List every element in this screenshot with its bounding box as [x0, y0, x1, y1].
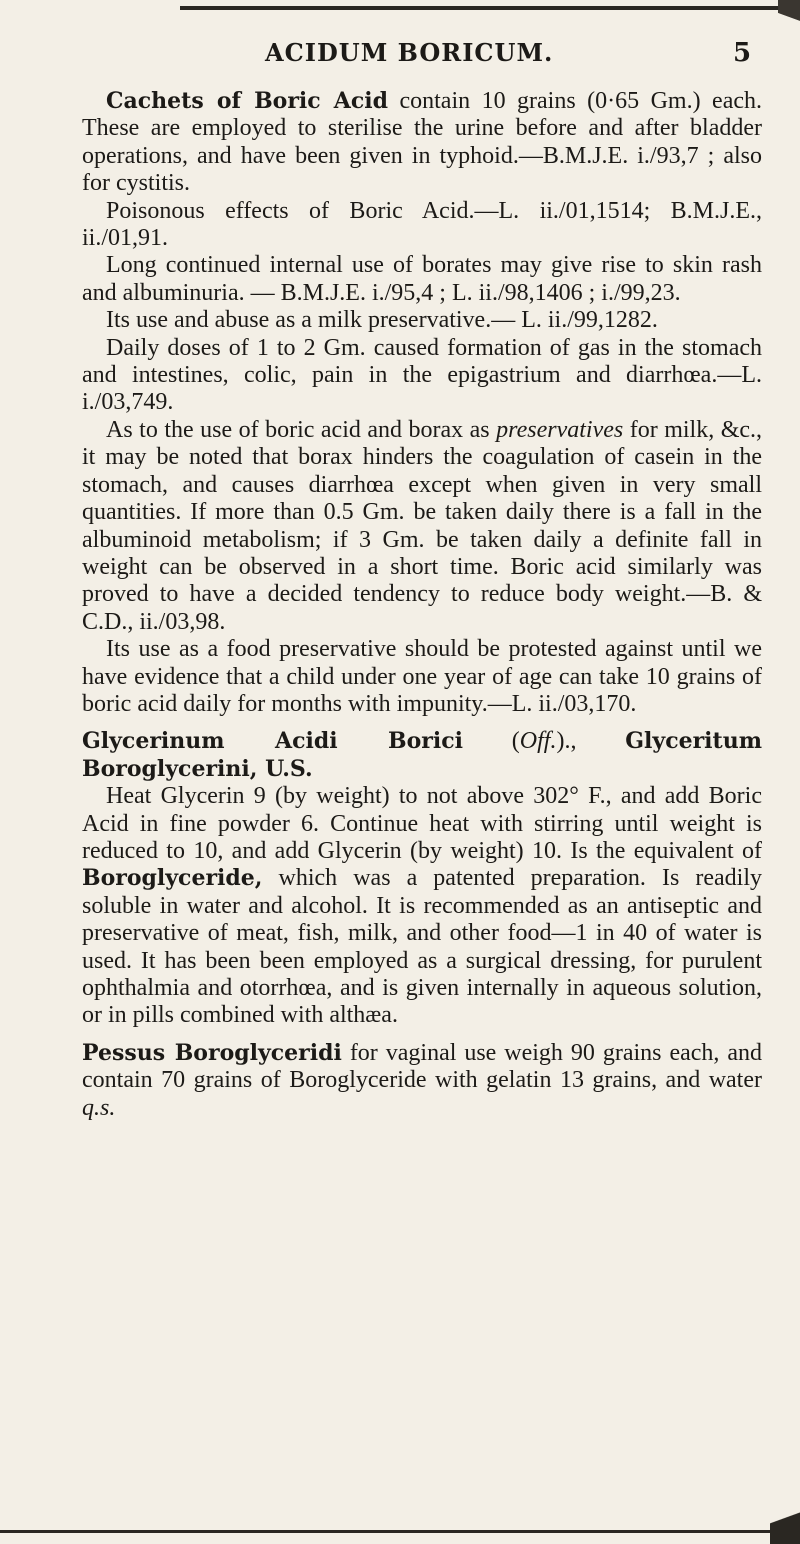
running-head: ACIDUM BORICUM. — [265, 38, 554, 67]
pessus-text: for vaginal use weigh 90 grains each, and contain 70 grains of Boroglyceride with gelatin 13 grains, and water — [82, 1039, 763, 1094]
poisonous-effects-paragraph: Poisonous effects of Boric Acid.—L. ii./01,1514; B.M.J.E., ii./01,91. — [82, 197, 762, 252]
food-preservative-paragraph: Its use as a food preservative should be protested against until we have evidence that a child under one year of age can take 10 grains of boric acid daily for months with impunity.—L. ii./03,170. — [82, 636, 762, 717]
glycerinum-heading: Glycerinum Acidi Borici (Off.)., Glyceritum Boroglycerini, U.S. — [82, 728, 762, 782]
milk-preservative-paragraph: Its use and abuse as a milk preservative.— L. ii./99,1282. — [106, 307, 658, 334]
page-number: 5 — [733, 38, 752, 68]
page-corner-shadow — [778, 0, 800, 38]
bottom-rule — [0, 1530, 800, 1533]
glycerinum-title: Glycerinum Acidi Borici — [82, 728, 463, 755]
page-body — [82, 88, 762, 1122]
pessus-heading: Pessus Boroglyceridi — [82, 1039, 342, 1066]
borax-text-end: for milk, &c., it may be noted that borax hinders the coagulation of casein in the stomach, and causes diarrhœa except when given in very small quantities. If more than 0.5 Gm. be taken daily there is a fall in the albuminoid metabolism; if 3 Gm. be taken daily a definite fall in weight can be observed in a short time. Boric acid similarly was proved to have a decided tendency to reduce body weight.—B. & C.D., ii./03,98. — [82, 416, 763, 635]
cachets-text: contain 10 grains (0·65 Gm.) each. These are employed to sterilise the urine before and after bladder operations, and have been given in typhoid.—B.M.J.E. i./93,7 ; also for cystitis. — [82, 88, 763, 197]
page-header — [0, 38, 800, 72]
daily-doses-paragraph: Daily doses of 1 to 2 Gm. caused formation of gas in the stomach and intestines, colic, pain in the epigastrium and diarrhœa.—L. i./03,749. — [82, 334, 762, 416]
top-rule — [180, 6, 800, 10]
borax-text-start: As to the use of boric acid and borax as — [106, 416, 490, 443]
cachets-paragraph — [82, 88, 762, 198]
glycerinum-text-end: which was a patented preparation. Is readily soluble in water and alcohol. It is recommended as an antiseptic and preservative of meat, fish, milk, and other food—1 in 40 of water is used. It has been been employed as a surgical dressing, for purulent ophthalmia and otorrhœa, and is given internally in aqueous solution, or in pills combined with althæa. — [82, 865, 762, 1029]
pessus-paragraph — [82, 1040, 762, 1122]
qs-italic: q.s. — [82, 1094, 116, 1121]
glycerinum-paragraph — [82, 783, 762, 1030]
preservatives-italic: preservatives — [496, 416, 624, 443]
borax-paragraph — [82, 417, 762, 636]
glycerinum-text-start: Heat Glycerin 9 (by weight) to not above 302° F., and add Boric Acid in fine powder 6. Continue heat with stirring until weight is reduced to 10, and add Glycerin (by weight) 10. Is the equivalent of — [82, 783, 762, 864]
boroglyceride-bold: Boroglyceride, — [82, 865, 263, 892]
page-corner-bottom — [770, 1484, 800, 1544]
cachets-heading: Cachets of Boric Acid — [106, 88, 389, 114]
glyceritum-title: Glyceritum Boroglycerini, U.S. — [82, 728, 762, 782]
long-use-paragraph: Long continued internal use of borates may give rise to skin rash and albuminuria. — B.M.J.E. i./95,4 ; L. ii./98,1406 ; i./99,23. — [82, 252, 762, 306]
official-abbrev: Off. — [519, 728, 557, 755]
